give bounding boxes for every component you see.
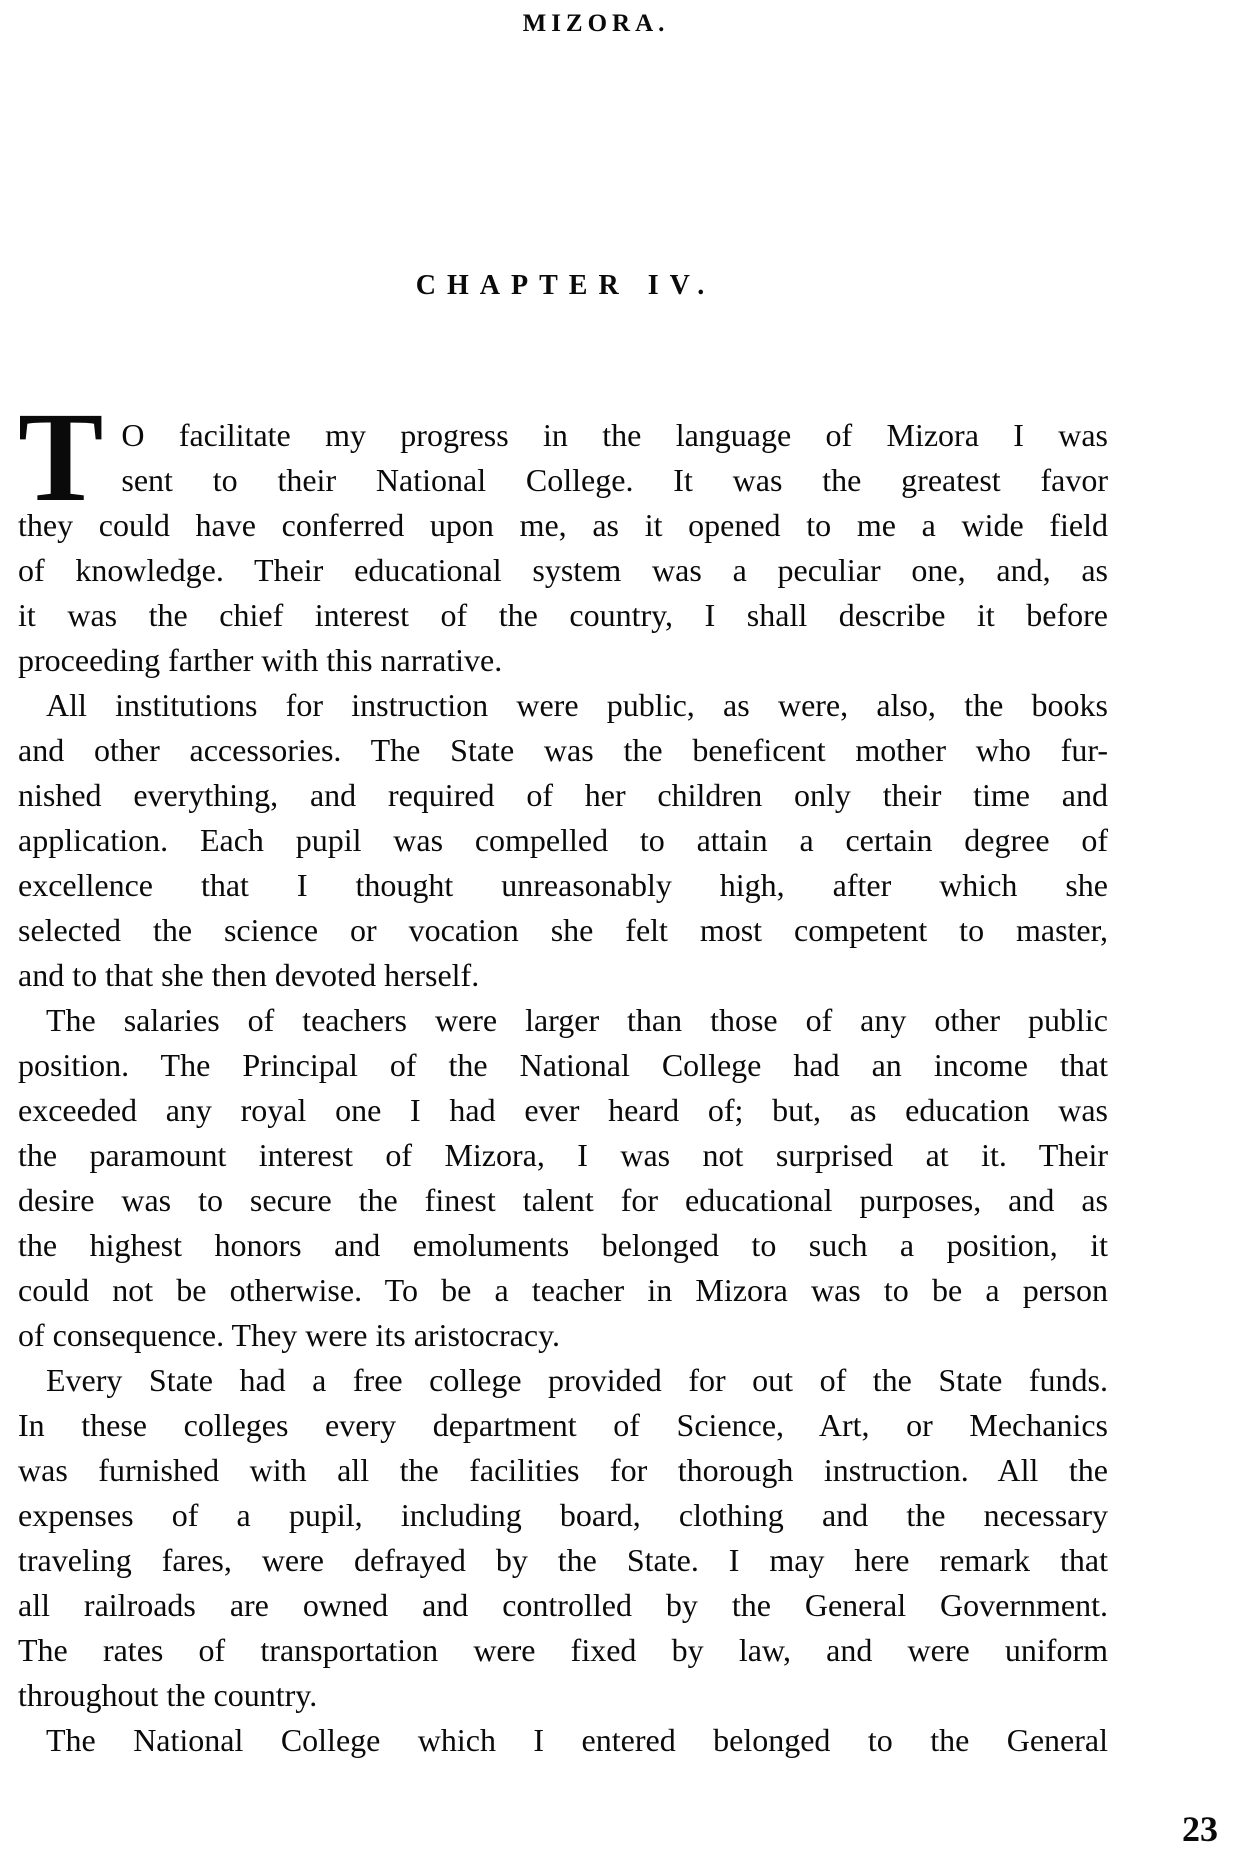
text-line: sent to their National College. It was the greatest favor xyxy=(121,462,1108,498)
text-line: and other accessories. The State was the beneficent mother who fur- xyxy=(18,732,1108,768)
text-line: of consequence. They were its aristocracy. xyxy=(18,1317,560,1353)
text-line: excellence that I thought unreasonably high, after which she xyxy=(18,867,1108,903)
paragraph-5 xyxy=(18,1718,1108,1763)
text-line: of knowledge. Their educational system was a peculiar one, and, as xyxy=(18,552,1108,588)
text-line: desire was to secure the finest talent for educational purposes, and as xyxy=(18,1182,1108,1218)
text-line: Every State had a free college provided for out of the State funds. xyxy=(46,1362,1108,1398)
text-line: position. The Principal of the National College had an income that xyxy=(18,1047,1108,1083)
text-line: The salaries of teachers were larger than those of any other public xyxy=(46,1002,1108,1038)
text-line: throughout the country. xyxy=(18,1677,318,1713)
text-line: In these colleges every department of Science, Art, or Mechanics xyxy=(18,1407,1108,1443)
text-line: the paramount interest of Mizora, I was not surprised at it. Their xyxy=(18,1137,1108,1173)
text-line: The National College which I entered belonged to the General xyxy=(46,1722,1108,1758)
paragraph-4 xyxy=(18,1358,1108,1718)
text-line: application. Each pupil was compelled to attain a certain degree of xyxy=(18,822,1108,858)
text-line: could not be otherwise. To be a teacher in Mizora was to be a person xyxy=(18,1272,1108,1308)
text-line: traveling fares, were defrayed by the State. I may here remark that xyxy=(18,1542,1108,1578)
paragraph-1 xyxy=(18,386,1108,683)
text-line: it was the chief interest of the country, I shall describe it before xyxy=(18,597,1108,633)
text-line: All institutions for instruction were public, as were, also, the books xyxy=(46,687,1108,723)
text-line: The rates of transportation were fixed by law, and were uniform xyxy=(18,1632,1108,1668)
text-line: O facilitate my progress in the language of Mizora I was xyxy=(121,417,1108,453)
text-line: proceeding farther with this narrative. xyxy=(18,642,503,678)
page-number: 23 xyxy=(1182,1809,1218,1849)
running-header: MIZORA. xyxy=(522,10,670,37)
text-line: selected the science or vocation she felt most competent to master, xyxy=(18,912,1108,948)
text-line: expenses of a pupil, including board, clothing and the necessary xyxy=(18,1497,1108,1533)
body-text xyxy=(18,386,1108,1763)
text-line: the highest honors and emoluments belonged to such a position, it xyxy=(18,1227,1108,1263)
text-line: exceeded any royal one I had ever heard of; but, as education was xyxy=(18,1092,1108,1128)
text-line: they could have conferred upon me, as it opened to me a wide field xyxy=(18,507,1108,543)
paragraph-2 xyxy=(18,683,1108,998)
text-line: all railroads are owned and controlled by the General Government. xyxy=(18,1587,1108,1623)
chapter-heading: CHAPTER IV. xyxy=(415,270,716,301)
drop-cap: T xyxy=(18,386,104,528)
paragraph-3 xyxy=(18,998,1108,1358)
text-line: and to that she then devoted herself. xyxy=(18,957,480,993)
text-line: was furnished with all the facilities for thorough instruction. All the xyxy=(18,1452,1108,1488)
text-line: nished everything, and required of her children only their time and xyxy=(18,777,1108,813)
